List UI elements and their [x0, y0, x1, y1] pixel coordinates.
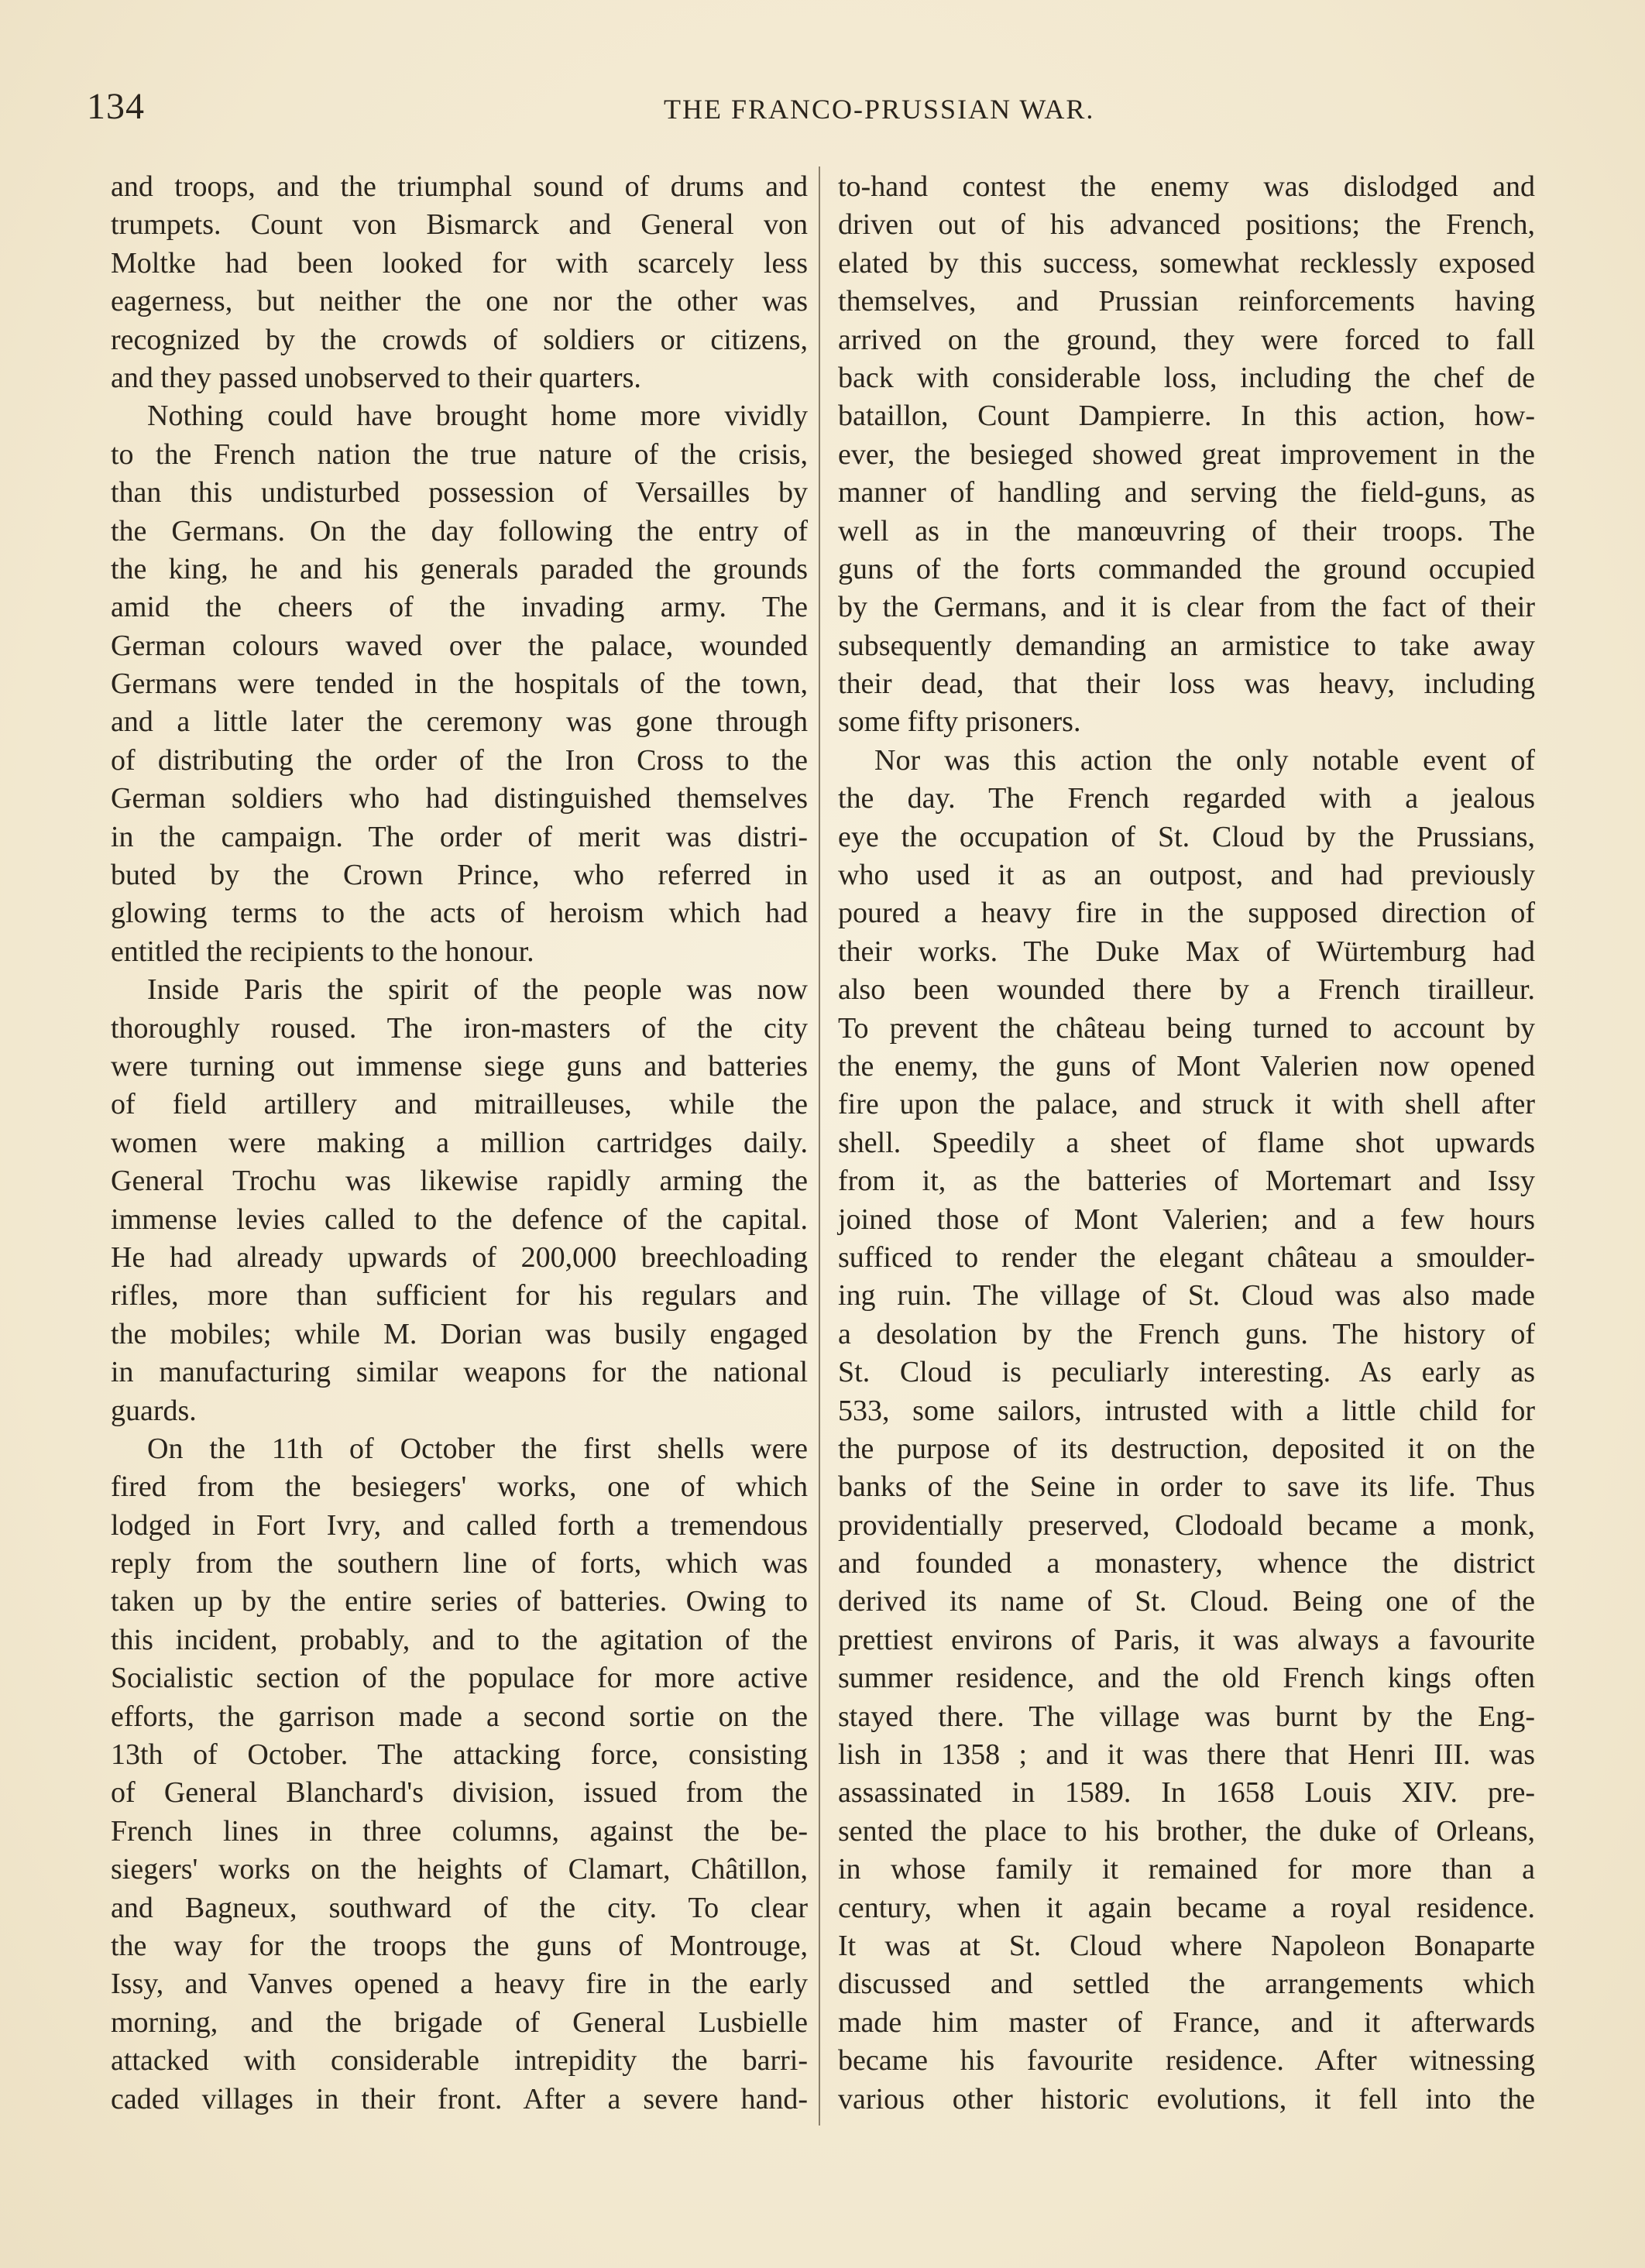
- left-column-text-line: reply from the southern line of forts, which was: [111, 1547, 808, 1580]
- left-column-text-line: lodged in Fort Ivry, and called forth a tremendous: [111, 1508, 808, 1542]
- right-column-text-line: the purpose of its destruction, deposited it on the: [838, 1432, 1535, 1465]
- left-column-text-line: entitled the recipients to the honour.: [111, 935, 534, 968]
- right-column-text-line: the day. The French regarded with a jealous: [838, 782, 1535, 815]
- left-column-text-line: of field artillery and mitrailleuses, while the: [111, 1088, 808, 1121]
- right-column-text-line: prettiest environs of Paris, it was always a favourite: [838, 1623, 1535, 1656]
- left-column-text-line: immense levies called to the defence of the capital.: [111, 1203, 808, 1236]
- right-column-text-line: from it, as the batteries of Mortemart and Issy: [838, 1165, 1535, 1198]
- left-column-text-line: and Bagneux, southward of the city. To clear: [111, 1891, 808, 1924]
- left-column-text-line: of distributing the order of the Iron Cross to the: [111, 743, 808, 777]
- right-column-text-line: themselves, and Prussian reinforcements having: [838, 285, 1535, 318]
- right-column-text-line: driven out of his advanced positions; the French,: [838, 208, 1535, 242]
- left-column-text-line: in the campaign. The order of merit was distri-: [111, 820, 808, 853]
- left-column-text-line: He had already upwards of 200,000 breechloading: [111, 1240, 808, 1274]
- left-column-text-line: taken up by the entire series of batteries. Owing to: [111, 1585, 808, 1618]
- left-column-text-line: this incident, probably, and to the agitation of the: [111, 1623, 808, 1656]
- left-column-text-line: women were making a million cartridges daily.: [111, 1126, 808, 1159]
- left-column-text-line: French lines in three columns, against the be-: [111, 1814, 808, 1848]
- right-column-text-line: made him master of France, and it afterwards: [838, 2006, 1535, 2039]
- right-column-text-line: the enemy, the guns of Mont Valerien now opened: [838, 1049, 1535, 1083]
- left-column-text-line: Socialistic section of the populace for more active: [111, 1662, 808, 1695]
- column-rule: [819, 166, 820, 2126]
- right-column-text-line: joined those of Mont Valerien; and a few hours: [838, 1203, 1535, 1236]
- left-column-text-line: guards.: [111, 1394, 197, 1427]
- left-column-text-line: 13th of October. The attacking force, consisting: [111, 1738, 808, 1772]
- right-column-text-line: fire upon the palace, and struck it with shell after: [838, 1088, 1535, 1121]
- right-column-text-line: sufficed to render the elegant château a smoulder-: [838, 1240, 1535, 1274]
- right-column-text-line: discussed and settled the arrangements which: [838, 1968, 1535, 2001]
- right-column-text-line: providentially preserved, Clodoald became a monk,: [838, 1508, 1535, 1542]
- left-column-text-line: of General Blanchard's division, issued from the: [111, 1776, 808, 1810]
- right-column-text-line: banks of the Seine in order to save its life. Thus: [838, 1470, 1535, 1504]
- right-column-text-line: summer residence, and the old French kings often: [838, 1662, 1535, 1695]
- right-column-text-line: shell. Speedily a sheet of flame shot upwards: [838, 1126, 1535, 1159]
- left-column-text-line: to the French nation the true nature of the crisis,: [111, 437, 808, 471]
- right-column-text-line: guns of the forts commanded the ground occupied: [838, 552, 1535, 585]
- right-column-text-line: eye the occupation of St. Cloud by the Prussians,: [838, 820, 1535, 853]
- page-number: 134: [87, 86, 145, 127]
- left-column-text-line: Issy, and Vanves opened a heavy fire in the early: [111, 1968, 808, 2001]
- left-column-text-line: On the 11th of October the first shells were: [147, 1432, 808, 1465]
- running-title: THE FRANCO-PRUSSIAN WAR.: [664, 94, 1095, 125]
- left-column-text-line: the Germans. On the day following the entry of: [111, 514, 808, 547]
- right-column-text-line: assassinated in 1589. In 1658 Louis XIV. pre-: [838, 1776, 1535, 1810]
- right-column-text-line: ever, the besieged showed great improvement in the: [838, 437, 1535, 471]
- right-column-text-line: arrived on the ground, they were forced to fall: [838, 323, 1535, 356]
- left-column-text-line: glowing terms to the acts of heroism which had: [111, 897, 808, 930]
- left-column-text-line: efforts, the garrison made a second sortie on the: [111, 1700, 808, 1733]
- left-column-text-line: in manufacturing similar weapons for the national: [111, 1356, 808, 1389]
- right-column-text-line: their works. The Duke Max of Würtemburg had: [838, 935, 1535, 968]
- left-column-text-line: and they passed unobserved to their quarters.: [111, 361, 641, 394]
- left-column-text-line: trumpets. Count von Bismarck and General von: [111, 208, 808, 242]
- right-column-text-line: manner of handling and serving the field-guns, as: [838, 476, 1535, 510]
- left-column-text-line: attacked with considerable intrepidity the barri-: [111, 2044, 808, 2078]
- right-column-text-line: in whose family it remained for more than a: [838, 1853, 1535, 1886]
- left-column-text-line: Germans were tended in the hospitals of the town,: [111, 667, 808, 701]
- right-column-text-line: 533, some sailors, intrusted with a little child for: [838, 1394, 1535, 1427]
- right-column-text-line: stayed there. The village was burnt by the Eng-: [838, 1700, 1535, 1733]
- right-column-text-line: well as in the manœuvring of their troops. The: [838, 514, 1535, 547]
- right-column-text-line: To prevent the château being turned to account by: [838, 1011, 1535, 1045]
- left-column-text-line: morning, and the brigade of General Lusbielle: [111, 2006, 808, 2039]
- left-column-text-line: caded villages in their front. After a severe hand-: [111, 2082, 808, 2115]
- left-column-text-line: were turning out immense siege guns and batteries: [111, 1049, 808, 1083]
- left-column-text-line: Nothing could have brought home more vividly: [147, 400, 808, 433]
- right-column-text-line: their dead, that their loss was heavy, including: [838, 667, 1535, 701]
- right-column-text-line: It was at St. Cloud where Napoleon Bonaparte: [838, 1929, 1535, 1962]
- right-column-text-line: to-hand contest the enemy was dislodged and: [838, 170, 1535, 203]
- right-column-text-line: also been wounded there by a French tirailleur.: [838, 973, 1535, 1007]
- right-column-text-line: a desolation by the French guns. The history of: [838, 1317, 1535, 1350]
- right-column-text-line: various other historic evolutions, it fell into the: [838, 2082, 1535, 2115]
- running-head: [87, 85, 1543, 139]
- right-column-text-line: poured a heavy fire in the supposed direction of: [838, 897, 1535, 930]
- right-column-text-line: century, when it again became a royal residence.: [838, 1891, 1535, 1924]
- left-column-text-line: Moltke had been looked for with scarcely less: [111, 246, 808, 280]
- right-column-text-line: Nor was this action the only notable event of: [874, 743, 1535, 777]
- left-column-text-line: siegers' works on the heights of Clamart, Châtillon,: [111, 1853, 808, 1886]
- left-column-text-line: buted by the Crown Prince, who referred in: [111, 859, 808, 892]
- right-column-text-line: derived its name of St. Cloud. Being one of the: [838, 1585, 1535, 1618]
- left-column-text-line: thoroughly roused. The iron-masters of the city: [111, 1011, 808, 1045]
- right-column-text-line: became his favourite residence. After witnessing: [838, 2044, 1535, 2078]
- right-column-text-line: back with considerable loss, including the chef de: [838, 361, 1535, 394]
- right-column-text-line: St. Cloud is peculiarly interesting. As early as: [838, 1356, 1535, 1389]
- left-column-text-line: Inside Paris the spirit of the people was now: [147, 973, 808, 1007]
- left-column-text-line: and troops, and the triumphal sound of drums and: [111, 170, 808, 203]
- right-column-text-line: some fifty prisoners.: [838, 705, 1081, 739]
- right-column-text-line: lish in 1358 ; and it was there that Henri III. was: [838, 1738, 1535, 1772]
- right-column-text-line: sented the place to his brother, the duke of Orleans,: [838, 1814, 1535, 1848]
- left-column-text-line: the way for the troops the guns of Montrouge,: [111, 1929, 808, 1962]
- left-column-text-line: fired from the besiegers' works, one of which: [111, 1470, 808, 1504]
- right-column-text-line: ing ruin. The village of St. Cloud was also made: [838, 1279, 1535, 1312]
- left-column-text-line: and a little later the ceremony was gone through: [111, 705, 808, 739]
- right-column-text-line: and founded a monastery, whence the district: [838, 1547, 1535, 1580]
- left-column-text-line: German colours waved over the palace, wounded: [111, 629, 808, 662]
- right-column: [838, 168, 1535, 2119]
- left-column-text-line: the king, he and his generals paraded the grounds: [111, 552, 808, 585]
- right-column-text-line: subsequently demanding an armistice to take away: [838, 629, 1535, 662]
- left-column: [111, 168, 808, 2119]
- left-column-text-line: German soldiers who had distinguished themselves: [111, 782, 808, 815]
- right-column-text-line: by the Germans, and it is clear from the fact of their: [838, 591, 1535, 624]
- left-column-text-line: rifles, more than sufficient for his regulars and: [111, 1279, 808, 1312]
- left-column-text-line: General Trochu was likewise rapidly arming the: [111, 1165, 808, 1198]
- right-column-text-line: who used it as an outpost, and had previously: [838, 859, 1535, 892]
- right-column-text-line: elated by this success, somewhat recklessly exposed: [838, 246, 1535, 280]
- left-column-text-line: recognized by the crowds of soldiers or citizens,: [111, 323, 808, 356]
- left-column-text-line: the mobiles; while M. Dorian was busily engaged: [111, 1317, 808, 1350]
- left-column-text-line: than this undisturbed possession of Versailles by: [111, 476, 808, 510]
- left-column-text-line: amid the cheers of the invading army. The: [111, 591, 808, 624]
- right-column-text-line: bataillon, Count Dampierre. In this action, how-: [838, 400, 1535, 433]
- left-column-text-line: eagerness, but neither the one nor the other was: [111, 285, 808, 318]
